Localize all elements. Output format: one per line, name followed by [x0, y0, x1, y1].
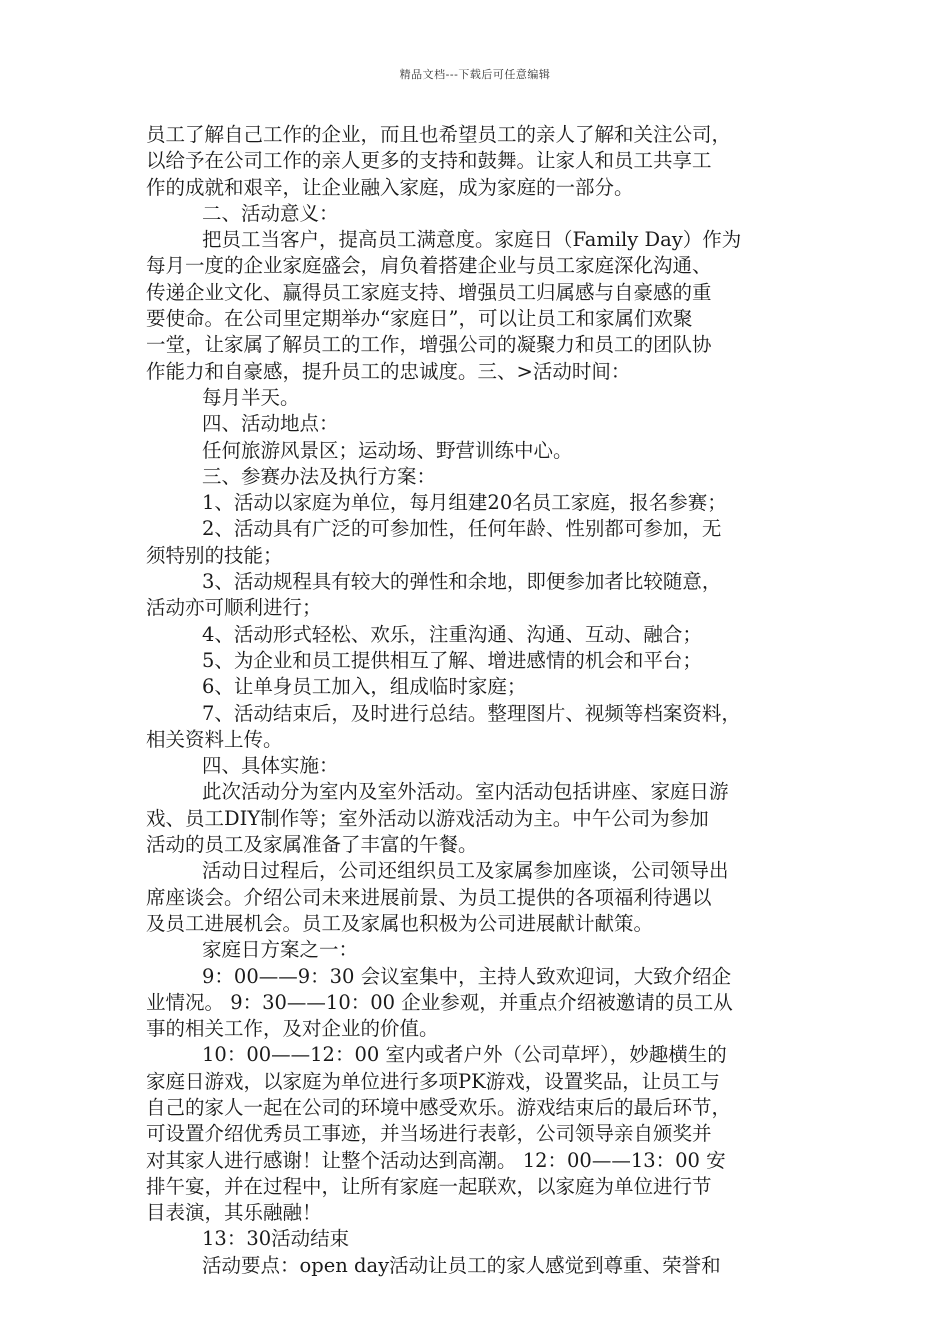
text-line: 6、让单身员工加入，组成临时家庭； [202, 675, 527, 699]
text-line: 活动亦可顺利进行； [146, 596, 322, 620]
page-header: 精品文档---下载后可任意编辑 [399, 68, 551, 81]
text-line: 活动的员工及家属准备了丰富的午餐。 [146, 833, 478, 857]
text-line: 四、活动地点： [202, 412, 339, 436]
text-line: 自己的家人一起在公司的环境中感受欢乐。游戏结束后的最后环节， [146, 1095, 732, 1119]
text-line: 相关资料上传。 [146, 727, 283, 751]
text-line: 9：00——9：30 会议室集中，主持人致欢迎词，大致介绍企 [202, 964, 732, 988]
text-line: 传递企业文化、赢得员工家庭支持、增强员工归属感与自豪感的重 [146, 280, 712, 304]
text-line: 排午宴，并在过程中，让所有家庭一起联欢，以家庭为单位进行节 [146, 1174, 712, 1198]
text-line: 以给予在公司工作的亲人更多的支持和鼓舞。让家人和员工共享工 [146, 149, 712, 173]
text-line: 13：30活动结束 [202, 1227, 350, 1251]
text-line: 任何旅游风景区；运动场、野营训练中心。 [202, 438, 573, 462]
text-line: 席座谈会。介绍公司未来进展前景、为员工提供的各项福利待遇以 [146, 885, 712, 909]
text-line: 10：00——12：00 室内或者户外（公司草坪），妙趣横生的 [202, 1043, 727, 1067]
text-line: 此次活动分为室内及室外活动。室内活动包括讲座、家庭日游 [202, 780, 729, 804]
text-line: 每月半天。 [202, 385, 300, 409]
text-line: 作的成就和艰辛，让企业融入家庭，成为家庭的一部分。 [146, 175, 634, 199]
text-line: 四、具体实施： [202, 754, 339, 778]
text-line: 活动日过程后，公司还组织员工及家属参加座谈，公司领导出 [202, 859, 729, 883]
text-line: 每月一度的企业家庭盛会，肩负着搭建企业与员工家庭深化沟通、 [146, 254, 712, 278]
text-line: 活动要点：open day活动让员工的家人感觉到尊重、荣誉和 [202, 1253, 721, 1277]
text-line: 5、为企业和员工提供相互了解、增进感情的机会和平台； [202, 648, 702, 672]
text-line: 二、活动意义： [202, 201, 339, 225]
text-line: 4、活动形式轻松、欢乐，注重沟通、沟通、互动、融合； [202, 622, 702, 646]
text-line: 戏、员工DIY制作等；室外活动以游戏活动为主。中午公司为参加 [146, 806, 709, 830]
text-line: 对其家人进行感谢！让整个活动达到高潮。 12：00——13：00 安 [146, 1148, 726, 1172]
text-line: 目表演，其乐融融！ [146, 1201, 322, 1225]
text-line: 家庭日方案之一： [202, 938, 359, 962]
text-line: 7、活动结束后，及时进行总结。整理图片、视频等档案资料， [202, 701, 741, 725]
text-line: 须特别的技能； [146, 543, 283, 567]
text-line: 1、活动以家庭为单位，每月组建20名员工家庭，报名参赛； [202, 491, 727, 515]
text-line: 三、参赛办法及执行方案： [202, 464, 437, 488]
text-line: 及员工进展机会。员工及家属也积极为公司进展献计献策。 [146, 911, 654, 935]
text-line: 作能力和自豪感，提升员工的忠诚度。三、>活动时间： [146, 359, 631, 383]
text-line: 员工了解自己工作的企业，而且也希望员工的亲人了解和关注公司， [146, 123, 732, 146]
text-line: 一堂，让家属了解员工的工作，增强公司的凝聚力和员工的团队协 [146, 333, 712, 357]
text-line: 要使命。在公司里定期举办“家庭日”，可以让员工和家属们欢聚 [146, 307, 693, 331]
text-line: 2、活动具有广泛的可参加性，任何年龄、性别都可参加，无 [202, 517, 722, 541]
text-line: 业情况。 9：30——10：00 企业参观，并重点介绍被邀请的员工从 [146, 990, 733, 1014]
text-line: 把员工当客户，提高员工满意度。家庭日（Family Day）作为 [202, 228, 742, 252]
text-line: 可设置介绍优秀员工事迹，并当场进行表彰，公司领导亲自颁奖并 [146, 1122, 712, 1146]
text-line: 事的相关工作，及对企业的价值。 [146, 1017, 439, 1041]
text-line: 家庭日游戏，以家庭为单位进行多项PK游戏，设置奖品，让员工与 [146, 1069, 720, 1093]
text-line: 3、活动规程具有较大的弹性和余地，即便参加者比较随意， [202, 570, 722, 594]
document-body [146, 122, 818, 1279]
